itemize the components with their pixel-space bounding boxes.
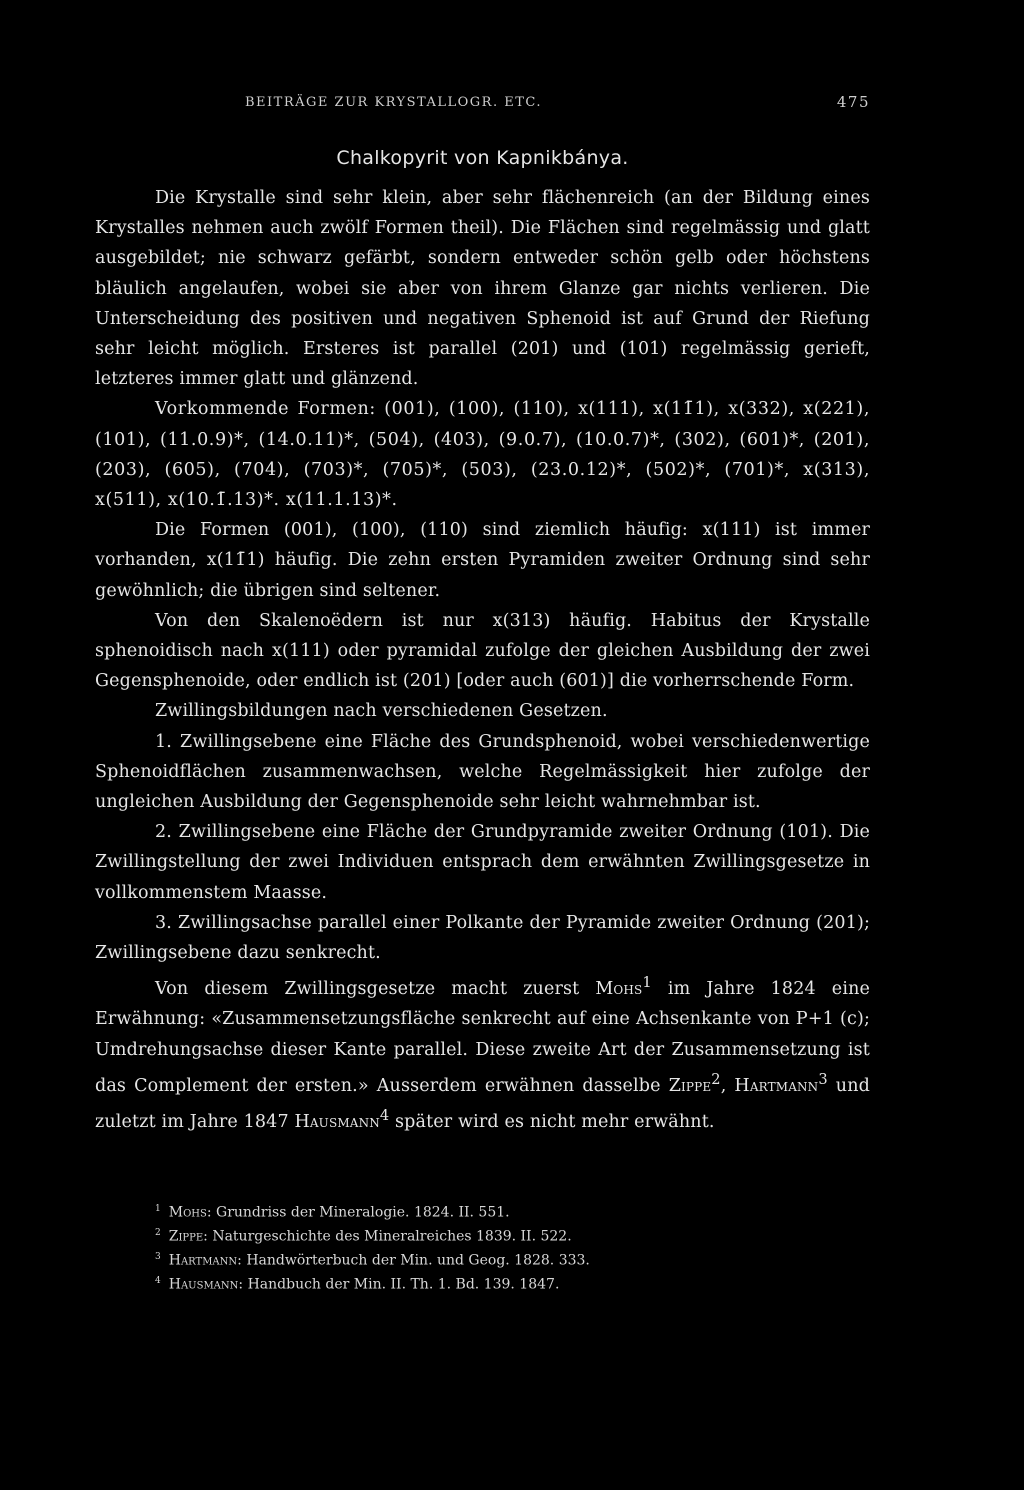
section-title: Chalkopyrit von Kapnikbánya.: [336, 147, 629, 169]
history-text-1: Von diesem Zwillingsgesetze macht zuerst: [155, 979, 596, 1000]
footnote-4: [155, 1271, 870, 1295]
footnote-text-3: : Handwörterbuch der Min. und Geog. 1828. 333.: [237, 1252, 590, 1269]
paragraph-history: [95, 968, 870, 1137]
author-mohs: Mohs: [595, 979, 643, 1000]
footnotes: [95, 1199, 870, 1296]
paragraph-form-frequency: Die Formen (001), (100), (110) sind ziemlich häufig: x(111) ist immer vorhanden, x(11̄1) häufig. Die zehn ersten Pyramiden zweiter Ordnung sind sehr gewöhnlich; die übrigen sind seltener.: [95, 520, 870, 601]
history-text-4: und zuletzt im Jahre 1847: [95, 1075, 870, 1132]
footnote-ref-1: 1: [642, 974, 652, 992]
history-text-3: ,: [720, 1075, 735, 1096]
author-hartmann: Hartmann: [734, 1075, 819, 1096]
paragraph-twinning-heading: Zwillingsbildungen nach verschiedenen Gesetzen.: [155, 701, 608, 722]
footnote-author-1: Mohs: [168, 1204, 207, 1221]
footnote-author-3: Hartmann: [168, 1252, 238, 1269]
footnote-text-1: : Grundriss der Mineralogie. 1824. II. 551.: [206, 1204, 510, 1221]
footnote-author-4: Hausmann: [168, 1276, 239, 1293]
paragraph-scalenohedra-habitus: Von den Skalenoëdern ist nur x(313) häufig. Habitus der Krystalle sphenoidisch nach x(111) oder pyramidal zufolge der gleichen Ausbildung der zwei Gegensphenoide, oder endlich ist (201) [oder auch (601)] die vorherrschende Form.: [95, 610, 870, 692]
footnote-mark-1: 1: [155, 1203, 161, 1214]
footnote-text-4: : Handbuch der Min. II. Th. 1. Bd. 139. 1847.: [238, 1276, 560, 1293]
history-text-5: später wird es nicht mehr erwähnt.: [389, 1111, 715, 1132]
footnote-mark-4: 4: [155, 1276, 161, 1287]
paragraph-twin-law-2: 2. Zwillingsebene eine Fläche der Grundpyramide zweiter Ordnung (101). Die Zwillingstellung der zwei Individuen entsprach dem erwähnten Zwillingsgesetze in vollkommenstem Maasse.: [95, 822, 870, 903]
footnote-1: [155, 1199, 870, 1223]
footnote-text-2: : Naturgeschichte des Mineralreiches 1839. II. 522.: [203, 1228, 572, 1245]
page-number: 475: [836, 93, 870, 111]
footnote-2: [155, 1223, 870, 1247]
paragraph-occurring-forms: Vorkommende Formen: (001), (100), (110), x(111), x(11̄1), x(332), x(221), (101), (11.0.9)*, (14.0.11)*, (504), (403), (9.0.7), (10.0.7)*, (302), (601)*, (201), (203), (605), (704), (703)*, (705)*, (503), (23.0.12)*, (502)*, (701)*, x(313), x(511), x(10.1̄.13)*. x(11.1.13)*.: [95, 399, 870, 511]
document-page: [95, 95, 870, 1295]
footnote-3: [155, 1247, 870, 1271]
body-text: [95, 183, 870, 1137]
author-hausmann: Hausmann: [294, 1111, 380, 1132]
footnote-author-2: Zippe: [168, 1228, 204, 1245]
paragraph-twin-law-3: 3. Zwillingsachse parallel einer Polkante der Pyramide zweiter Ordnung (201); Zwillingsebene dazu senkrecht.: [95, 912, 870, 964]
footnote-mark-3: 3: [155, 1252, 161, 1263]
author-zippe: Zippe: [668, 1075, 712, 1096]
footnote-mark-2: 2: [155, 1227, 161, 1238]
footnote-ref-4: 4: [379, 1106, 390, 1124]
footnote-ref-2: 2: [711, 1070, 721, 1088]
paragraph-crystal-description: Die Krystalle sind sehr klein, aber sehr flächenreich (an der Bildung eines Krystalles nehmen auch zwölf Formen theil). Die Flächen sind regelmässig und glatt ausgebildet; nie schwarz gefärbt, sondern entweder schön gelb oder höchstens bläulich angelaufen, wobei sie aber von ihrem Glanze gar nichts verlieren. Die Unterscheidung des positiven und negativen Sphenoid ist auf Grund der Riefung sehr leicht möglich. Ersteres ist parallel (201) und (101) regelmässig gerieft, letzteres immer glatt und glänzend.: [95, 188, 870, 390]
history-text-2: im Jahre 1824 eine Erwähnung: «Zusammensetzungsfläche senkrecht auf eine Achsenkante von P+1 (c); Umdrehungsachse dieser Kante parallel. Diese zweite Art der Zusammensetzung ist das Complement der ersten.» Ausserdem erwähnen dasselbe: [95, 979, 870, 1096]
running-head: [95, 95, 870, 125]
footnote-ref-3: 3: [818, 1070, 828, 1088]
running-title: BEITRÄGE ZUR KRYSTALLOGR. ETC.: [245, 95, 543, 110]
paragraph-twin-law-1: 1. Zwillingsebene eine Fläche des Grundsphenoid, wobei verschiedenwertige Sphenoidflächen zusammenwachsen, welche Regelmässigkeit hier zufolge der ungleichen Ausbildung der Gegensphenoide sehr leicht wahrnehmbar ist.: [95, 731, 870, 813]
